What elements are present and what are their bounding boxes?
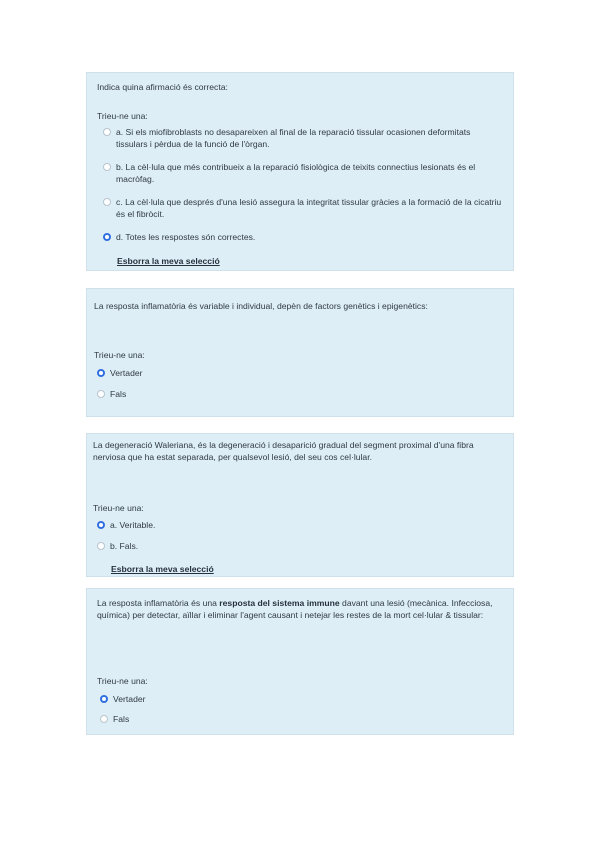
- radio-unchecked-icon[interactable]: [100, 715, 108, 723]
- question-2-option-fals[interactable]: [97, 388, 126, 400]
- question-4-option-fals-label: Fals: [113, 714, 130, 724]
- question-3-prompt: La degeneració Waleriana, és la degeneració i desaparició gradual del segment proximal d'una fibra nerviosa que ha estat separada, per qualsevol lesió, del seu cos cel·lular.: [93, 440, 474, 462]
- question-1-option-c-label: c. La cèl·lula que després d'una lesió assegura la integritat tissular gràcies a la formació de la cicatriu és el fibròcit.: [116, 197, 502, 219]
- question-3-option-a-label: a. Veritable.: [110, 520, 156, 530]
- question-2-choose-label: Trieu-ne una:: [94, 350, 145, 360]
- question-1-option-d-label: d. Totes les respostes són correctes.: [116, 232, 256, 242]
- radio-unchecked-icon[interactable]: [103, 128, 111, 136]
- question-3-option-b-label: b. Fals.: [110, 541, 139, 551]
- question-1-option-c[interactable]: [103, 196, 503, 220]
- question-4-option-vertader[interactable]: [100, 693, 146, 705]
- question-1-option-a-label: a. Si els miofibroblasts no desapareixen al final de la reparació tissular ocasionen deformitats tissulars i pèrdua de la funció de l'òrgan.: [116, 127, 471, 149]
- question-4-prompt-start: La resposta inflamatòria és una: [97, 598, 220, 608]
- question-card-2: [86, 288, 514, 417]
- question-4-option-fals[interactable]: [100, 713, 129, 725]
- question-4-prompt-end: davant una lesió (mecànica. Infecciosa, química) per detectar, aïllar i eliminar l'agent causant i netejar les restes de la mort cel·lular & tissular:: [97, 598, 493, 620]
- clear-selection-link-1[interactable]: Esborra la meva selecció: [117, 256, 220, 266]
- radio-unchecked-icon[interactable]: [97, 542, 105, 550]
- radio-checked-icon[interactable]: [100, 695, 108, 703]
- question-2-option-vertader[interactable]: [97, 367, 143, 379]
- question-3-option-b[interactable]: [97, 540, 138, 552]
- question-2-prompt: La resposta inflamatòria és variable i individual, depèn de factors genètics i epigenètics:: [94, 301, 428, 311]
- radio-checked-icon[interactable]: [103, 233, 111, 241]
- question-card-1: [86, 72, 514, 271]
- radio-checked-icon[interactable]: [97, 369, 105, 377]
- question-4-choose-label: Trieu-ne una:: [97, 676, 148, 686]
- question-4-prompt-bold: resposta del sistema immune: [219, 598, 340, 608]
- clear-selection-link-3[interactable]: Esborra la meva selecció: [111, 564, 214, 574]
- question-1-prompt: Indica quina afirmació és correcta:: [97, 82, 228, 92]
- question-2-option-fals-label: Fals: [110, 389, 127, 399]
- radio-unchecked-icon[interactable]: [103, 163, 111, 171]
- radio-unchecked-icon[interactable]: [97, 390, 105, 398]
- question-1-option-a[interactable]: [103, 126, 503, 150]
- radio-checked-icon[interactable]: [97, 521, 105, 529]
- question-card-3: [86, 433, 514, 577]
- question-card-4: [86, 588, 514, 735]
- question-1-choose-label: Trieu-ne una:: [97, 111, 148, 121]
- question-1-option-d[interactable]: [103, 231, 503, 243]
- question-2-option-vertader-label: Vertader: [110, 368, 143, 378]
- radio-unchecked-icon[interactable]: [103, 198, 111, 206]
- question-3-option-a[interactable]: [97, 519, 155, 531]
- question-1-option-b-label: b. La cèl·lula que més contribueix a la reparació fisiològica de teixits connectius lesionats és el macròfag.: [116, 162, 476, 184]
- question-4-prompt: [97, 597, 507, 621]
- question-4-option-vertader-label: Vertader: [113, 694, 146, 704]
- question-1-option-b[interactable]: [103, 161, 503, 185]
- question-3-choose-label: Trieu-ne una:: [93, 503, 144, 513]
